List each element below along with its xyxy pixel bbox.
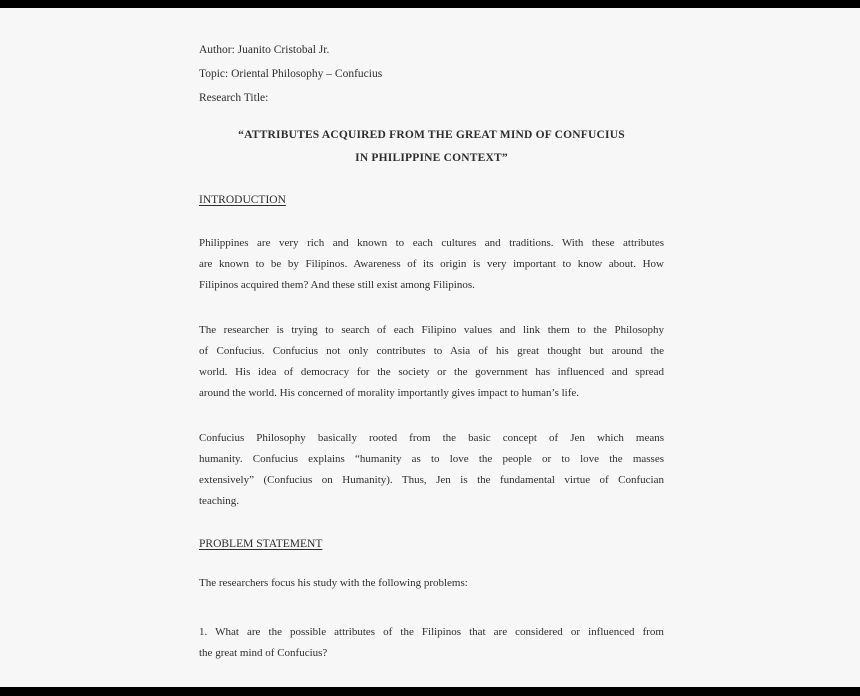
paragraph-line: around the world. His concerned of morality importantly gives impact to human’s life. (199, 387, 580, 399)
section-heading-problem-statement: PROBLEM STATEMENT (199, 538, 323, 550)
research-title-label: Research Title: (199, 92, 269, 104)
introduction-paragraph-3 (199, 428, 664, 512)
paragraph-line: Confucius Philosophy basically rooted from the basic concept of Jen which means (199, 432, 664, 444)
topic-line: Topic: Oriental Philosophy – Confucius (199, 68, 383, 80)
letterbox-bottom-bar (0, 687, 860, 696)
problem-statement-lead: The researchers focus his study with the following problems: (199, 577, 468, 589)
paragraph-line: world. His idea of democracy for the society or the government has influenced and spread (199, 366, 664, 378)
paragraph-line: 1. What are the possible attributes of the Filipinos that are considered or influenced from (199, 626, 664, 638)
paragraph-line: The researcher is trying to search of each Filipino values and link them to the Philosophy (199, 324, 664, 336)
paragraph-line: of Confucius. Confucius not only contributes to Asia of his great thought but around the (199, 345, 664, 357)
paragraph-line: Filipinos acquired them? And these still exist among Filipinos. (199, 279, 475, 291)
research-title-line-1: “ATTRIBUTES ACQUIRED FROM THE GREAT MIND OF CONFUCIUS (238, 129, 625, 141)
author-line: Author: Juanito Cristobal Jr. (199, 44, 330, 56)
document-header (199, 38, 664, 110)
research-title (199, 124, 664, 170)
research-title-line-2: IN PHILIPPINE CONTEXT” (355, 152, 508, 164)
letterbox-top-bar (0, 0, 860, 8)
problem-item-1 (199, 622, 664, 664)
section-heading-introduction: INTRODUCTION (199, 194, 286, 206)
paragraph-line: Philippines are very rich and known to each cultures and traditions. With these attributes (199, 237, 664, 249)
paragraph-line: the great mind of Confucius? (199, 647, 328, 659)
introduction-paragraph-1 (199, 233, 664, 296)
paragraph-line: teaching. (199, 495, 240, 507)
document-page (0, 8, 860, 687)
paragraph-line: are known to be by Filipinos. Awareness of its origin is very important to know about. How (199, 258, 664, 270)
introduction-paragraph-2 (199, 320, 664, 404)
paragraph-line: humanity. Confucius explains “humanity as to love the people or to love the masses (199, 453, 664, 465)
paragraph-line: extensively” (Confucius on Humanity). Thus, Jen is the fundamental virtue of Confucian (199, 474, 664, 486)
document-content (199, 8, 664, 664)
